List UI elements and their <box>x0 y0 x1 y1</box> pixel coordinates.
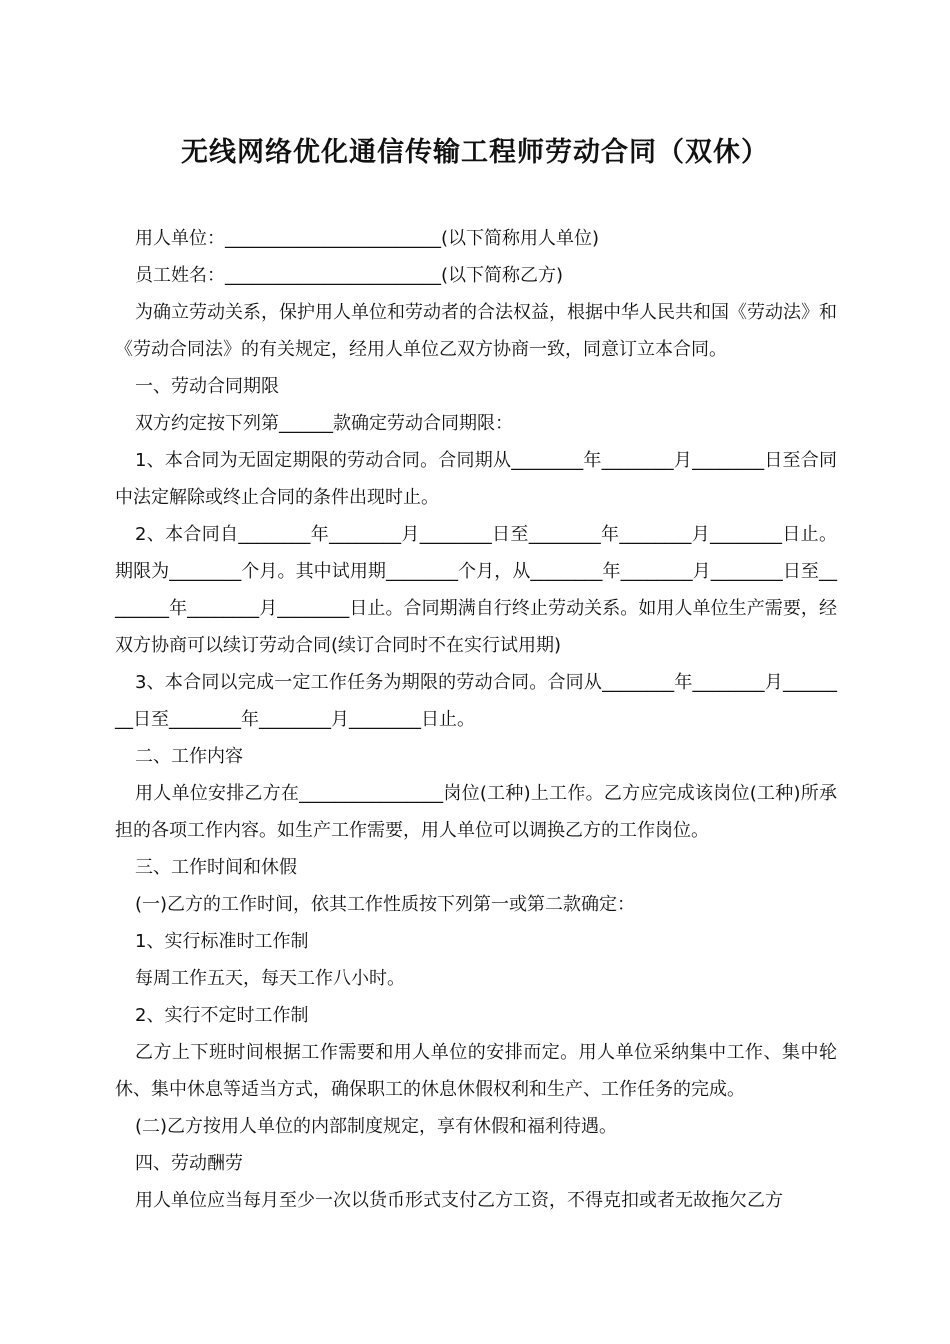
document-title: 无线网络优化通信传输工程师劳动合同（双休） <box>181 137 769 168</box>
pay-paragraph: 用人单位应当每月至少一次以货币形式支付乙方工资，不得克扣或者无故拖欠乙方 <box>135 1190 783 1211</box>
flexible-hours-paragraph: 乙方上下班时间根据工作需要和用人单位的安排而定。用人单位采纳集中工作、集中轮休、集中休息等适当方式，确保职工的休息休假权利和生产、工作任务的完成。 <box>115 1042 837 1100</box>
term-clause-3: 3、本合同以完成一定工作任务为期限的劳动合同。合同从________年________月________日至________年________月________日止。 <box>115 672 837 730</box>
preamble-paragraph: 为确立劳动关系，保护用人单位和劳动者的合法权益，根据中华人民共和国《劳动法》和《劳动合同法》的有关规定，经用人单位乙双方协商一致，同意订立本合同。 <box>115 302 837 360</box>
section-heading-hours: 三、工作时间和休假 <box>135 857 297 878</box>
document-body <box>115 220 837 1219</box>
standard-hours-paragraph: 每周工作五天，每天工作八小时。 <box>135 968 405 989</box>
term-clause-1: 1、本合同为无固定期限的劳动合同。合同期从________年________月________日至合同中法定解除或终止合同的条件出现时止。 <box>115 450 837 508</box>
flexible-hours-heading: 2、实行不定时工作制 <box>135 1005 309 1026</box>
hours-clause-1: (一)乙方的工作时间，依其工作性质按下列第一或第二款确定： <box>135 894 636 915</box>
term-clause-2: 2、本合同自________年________月________日至________年________月________日止。期限为________个月。其中试用期________个月，从________年________月________日至________年________月________日止。合同期满自行终止劳动关系。如用人单位生产需要，经双方协商可以续订劳动合同(续订合同时不在实行试用期) <box>115 524 837 656</box>
hours-clause-2: (二)乙方按用人单位的内部制度规定，享有休假和福利待遇。 <box>135 1116 618 1137</box>
work-content-paragraph: 用人单位安排乙方在________________岗位(工种)上工作。乙方应完成该岗位(工种)所承担的各项工作内容。如生产工作需要，用人单位可以调换乙方的工作岗位。 <box>115 783 837 841</box>
standard-hours-heading: 1、实行标准时工作制 <box>135 931 309 952</box>
employer-line: 用人单位：________________________(以下简称用人单位) <box>135 228 600 249</box>
section-heading-term: 一、劳动合同期限 <box>135 376 279 397</box>
section-heading-work: 二、工作内容 <box>135 746 243 767</box>
employee-name-line: 员工姓名：________________________(以下简称乙方) <box>135 265 564 286</box>
section-heading-pay: 四、劳动酬劳 <box>135 1153 243 1174</box>
term-choice-paragraph: 双方约定按下列第______款确定劳动合同期限： <box>135 413 513 434</box>
